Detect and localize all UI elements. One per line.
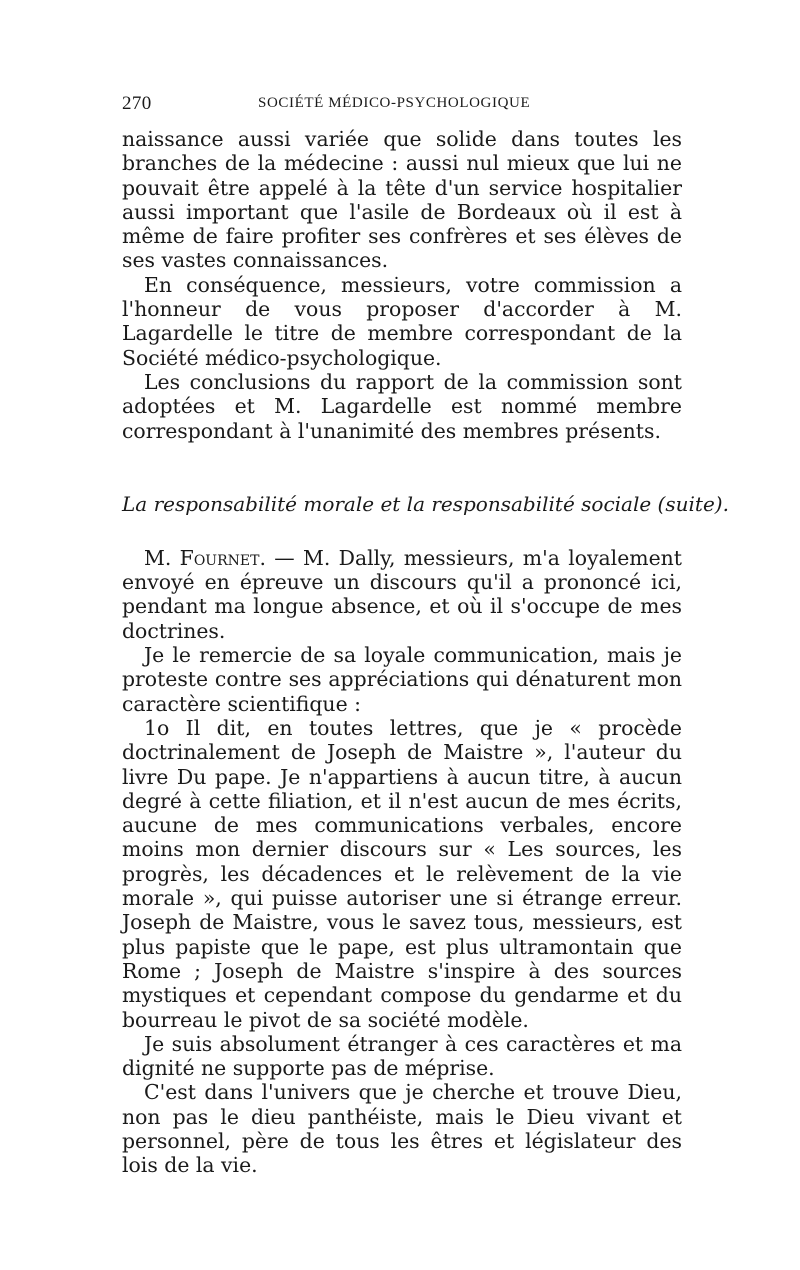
speaker-name: M. Fournet.: [144, 545, 266, 570]
body-text: [122, 127, 729, 1178]
paragraph-universe: C'est dans l'univers que je cherche et trouve Dieu, non pas le dieu panthéiste, mais le Dieu vivant et personnel, père de tous les êtres et législateur des lois de la vie.: [122, 1080, 682, 1178]
paragraph-speech-opening: [122, 546, 682, 643]
paragraph-dignity: Je suis absolument étranger à ces caractères et ma dignité ne supporte pas de méprise.: [122, 1031, 682, 1081]
paragraph-point-one: 1o Il dit, en toutes lettres, que je « procède doctrinalement de Joseph de Maistre », l'auteur du livre Du pape. Je n'appartiens à aucun titre, à aucun degré à cette filiation, et il n'est aucun de mes écrits, aucune de mes communications verbales, encore moins mon dernier discours sur « Les sources, les progrès, les décadences et le relèvement de la vie morale », qui puisse autoriser une si étrange erreur. Joseph de Maistre, vous le savez tous, messieurs, est plus papiste que le pape, est plus ultramontain que Rome ; Joseph de Maistre s'inspire à des sources mystiques et cependant compose du gendarme et du bourreau le pivot de sa société modèle.: [122, 715, 682, 1032]
paragraph-protest: Je le remercie de sa loyale communication, mais je proteste contre ses appréciations qui dénaturent mon caractère scientifique :: [122, 643, 682, 716]
page-number: 270: [122, 93, 152, 114]
running-head: [122, 93, 682, 121]
book-page: [122, 93, 729, 1178]
section-title: La responsabilité morale et la responsabilité sociale (suite).: [122, 491, 729, 516]
paragraph-qualifications: naissance aussi variée que solide dans toutes les branches de la médecine : aussi nul mieux que lui ne pouvait être appelé à la tête d'un service hospitalier aussi important que l'asile de Bordeaux où il est à même de faire profiter ses confrères et ses élèves de ses vastes connaissances.: [122, 127, 682, 273]
paragraph-commission-proposal: En conséquence, messieurs, votre commission a l'honneur de vous proposer d'accorder à M. Lagardelle le titre de membre correspondant de la Société médico-psychologique.: [122, 272, 682, 370]
journal-title: SOCIÉTÉ MÉDICO-PSYCHOLOGIQUE: [258, 95, 531, 111]
speech-opening-text: M. Dally, messieurs, m'a loyalement envoyé en épreuve un discours qu'il a prononcé ici, pendant ma longue absence, et où il s'occupe de mes doctrines.: [122, 545, 682, 643]
paragraph-conclusions: Les conclusions du rapport de la commission sont adoptées et M. Lagardelle est nommé membre correspondant à l'unanimité des membres présents.: [122, 369, 682, 443]
speaker-dash: —: [265, 545, 303, 570]
